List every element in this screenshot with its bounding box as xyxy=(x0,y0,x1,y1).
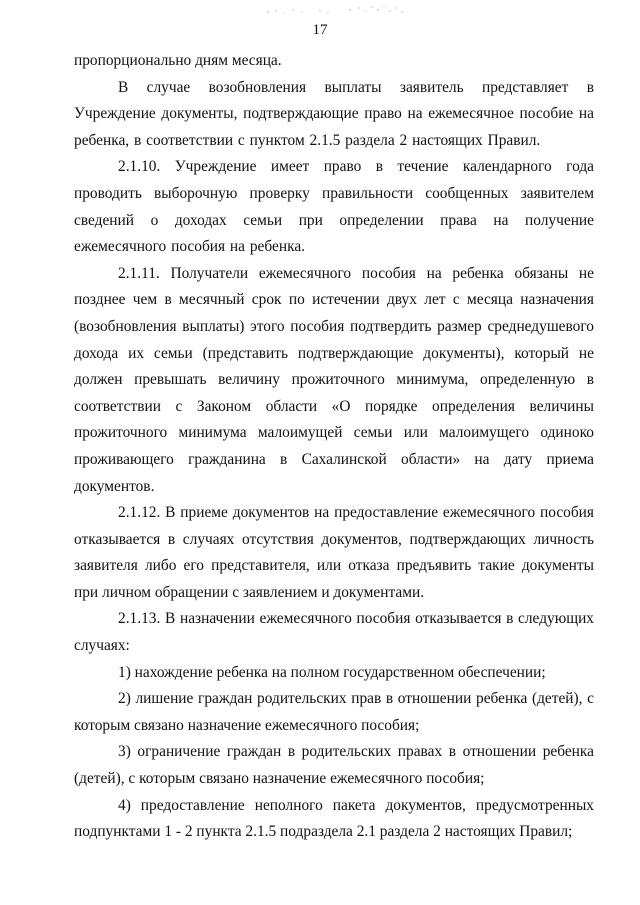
list-item-2: 2) лишение граждан родительских прав в отношении ребенка (детей), с которым связано назначение ежемесячного пособия; xyxy=(74,690,594,734)
page-number: 17 xyxy=(312,22,328,38)
paragraph-2-1-13: 2.1.13. В назначении ежемесячного пособия отказывается в следующих случаях: xyxy=(74,610,594,655)
list-item-1: 1) нахождение ребенка на полном государственном обеспечении; xyxy=(118,663,546,681)
paragraph-2-1-12: 2.1.12. В приеме документов на предоставление ежемесячного пособия отказывается в случаях отсутствия документов, подтверждающих личность заявителя либо его представителя, или отказа предъявить такие документы при личном обращении с заявлением и документами. xyxy=(74,504,594,601)
paragraph-resumption: В случае возобновления выплаты заявитель представляет в Учреждение документы, подтверждающие право на ежемесячное пособие на ребенка, в соответствии с пунктом 2.1.5 раздела 2 настоящих Правил. xyxy=(74,78,594,149)
paragraph-2-1-11: 2.1.11. Получатели ежемесячного пособия на ребенка обязаны не позднее чем в месячный срок по истечении двух лет с месяца назначения (возобновления выплаты) этого пособия подтвердить размер среднедушевого дохода их семьи (представить подтверждающие документы), который не должен превышать величину прожиточного минимума, определенную в соответствии с Законом области «О порядке определения величины прожиточного минимума малоимущей семьи или малоимущего одиноко проживающего гражданина в Сахалинской области» на дату приема документов. xyxy=(74,264,594,495)
scan-noise-marks xyxy=(262,2,412,16)
paragraph-continuation: пропорционально дням месяца. xyxy=(74,52,282,69)
body-text xyxy=(74,48,594,846)
list-item-3: 3) ограничение граждан в родительских правах в отношении ребенка (детей), с которым связано назначение ежемесячного пособия; xyxy=(74,743,594,788)
list-item-4: 4) предоставление неполного пакета документов, предусмотренных подпунктами 1 - 2 пункта 2.1.5 подраздела 2.1 раздела 2 настоящих Правил; xyxy=(74,796,594,841)
paragraph-2-1-10: 2.1.10. Учреждение имеет право в течение календарного года проводить выборочную проверку правильности сообщенных заявителем сведений о доходах семьи при определении права на получение ежемесячного пособия на ребенка. xyxy=(74,158,594,256)
